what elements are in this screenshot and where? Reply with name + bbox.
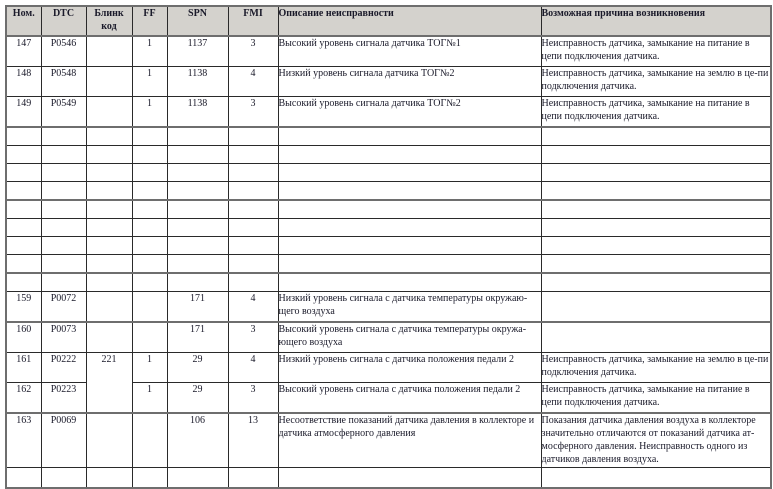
cell-num: 160: [6, 322, 41, 353]
cell-spn: 29: [167, 353, 228, 383]
cell-fmi: 4: [228, 292, 278, 323]
header-blink: Блинк код: [86, 6, 132, 36]
header-dtc: DTC: [41, 6, 86, 36]
header-row: [6, 6, 771, 36]
cell-description: Низкий уровень сигнала датчика ТОГ№2: [278, 67, 541, 97]
cell-fmi: 13: [228, 413, 278, 468]
cell-num: 148: [6, 67, 41, 97]
cell-spn: 171: [167, 322, 228, 353]
cell-num: 161: [6, 353, 41, 383]
cell-cause: Неисправность датчика, замыкание на питание в цепи подключения датчика.: [541, 36, 771, 67]
cell-spn: 1137: [167, 36, 228, 67]
empty-row: [6, 237, 771, 255]
header-ff: FF: [132, 6, 167, 36]
dtc-table: [5, 5, 772, 489]
cell-description: Высокий уровень сигнала датчика ТОГ№2: [278, 97, 541, 128]
table-row: [6, 353, 771, 383]
cell-num: 147: [6, 36, 41, 67]
cell-description: Низкий уровень сигнала с датчика положения педали 2: [278, 353, 541, 383]
table-row: [6, 67, 771, 97]
table-row: [6, 292, 771, 323]
cell-fmi: 3: [228, 97, 278, 128]
empty-row: [6, 146, 771, 164]
header-description: Описание неисправности: [278, 6, 541, 36]
table-row: [6, 322, 771, 353]
cell-num: 162: [6, 383, 41, 414]
empty-row: [6, 200, 771, 219]
cell-blink: [86, 36, 132, 67]
cell-description: Низкий уровень сигнала с датчика температуры окружаю-щего воздуха: [278, 292, 541, 323]
cell-cause: [541, 322, 771, 353]
header-num: Ном.: [6, 6, 41, 36]
cell-ff: 1: [132, 67, 167, 97]
cell-spn: 1138: [167, 67, 228, 97]
cell-cause: [541, 292, 771, 323]
cell-ff: [132, 322, 167, 353]
cell-dtc: P0072: [41, 292, 86, 323]
cell-cause: Неисправность датчика, замыкание на питание в цепи подключения датчика.: [541, 97, 771, 128]
cell-fmi: 4: [228, 67, 278, 97]
cell-blink-merged: 221: [86, 353, 132, 414]
empty-row: [6, 164, 771, 182]
cell-blink: [86, 67, 132, 97]
cell-num: 159: [6, 292, 41, 323]
cell-ff: 1: [132, 97, 167, 128]
cell-fmi: 4: [228, 353, 278, 383]
cell-spn: 106: [167, 413, 228, 468]
header-cause: Возможная причина возникновения: [541, 6, 771, 36]
header-fmi: FMI: [228, 6, 278, 36]
cell-dtc: P0222: [41, 353, 86, 383]
cell-spn: 1138: [167, 97, 228, 128]
cell-ff: 1: [132, 353, 167, 383]
cell-cause: Неисправность датчика, замыкание на землю в це-пи подключения датчика.: [541, 353, 771, 383]
cell-description: Высокий уровень сигнала с датчика температуры окружа-ющего воздуха: [278, 322, 541, 353]
cell-num: 163: [6, 413, 41, 468]
cell-dtc: P0546: [41, 36, 86, 67]
cell-fmi: 3: [228, 36, 278, 67]
table-row: [6, 36, 771, 67]
cell-cause: Неисправность датчика, замыкание на землю в це-пи подключения датчика.: [541, 67, 771, 97]
cell-ff: 1: [132, 383, 167, 414]
cell-cause: Показания датчика давления воздуха в коллекторе значительно отличаются от показаний датчика ат-мосферного давления. Неисправность одного из датчиков давления воздуха.: [541, 413, 771, 468]
cell-blink: [86, 322, 132, 353]
table-row: [6, 97, 771, 128]
cell-ff: [132, 413, 167, 468]
cell-ff: [132, 292, 167, 323]
cell-description: Высокий уровень сигнала с датчика положения педали 2: [278, 383, 541, 414]
cell-num: 149: [6, 97, 41, 128]
cell-dtc: P0548: [41, 67, 86, 97]
table-row: [6, 413, 771, 468]
cell-fmi: 3: [228, 383, 278, 414]
empty-row: [6, 127, 771, 146]
header-spn: SPN: [167, 6, 228, 36]
cell-description: Высокий уровень сигнала датчика ТОГ№1: [278, 36, 541, 67]
empty-row: [6, 255, 771, 274]
cell-fmi: 3: [228, 322, 278, 353]
cell-blink: [86, 292, 132, 323]
cell-dtc: P0069: [41, 413, 86, 468]
cell-blink: [86, 97, 132, 128]
cell-ff: 1: [132, 36, 167, 67]
cell-spn: 29: [167, 383, 228, 414]
cell-cause: Неисправность датчика, замыкание на питание в цепи подключения датчика.: [541, 383, 771, 414]
cell-dtc: P0223: [41, 383, 86, 414]
cell-blink: [86, 413, 132, 468]
cell-spn: 171: [167, 292, 228, 323]
cell-dtc: P0549: [41, 97, 86, 128]
empty-row: [6, 219, 771, 237]
cell-dtc: P0073: [41, 322, 86, 353]
empty-row: [6, 273, 771, 292]
empty-row: [6, 182, 771, 201]
cell-description: Несоответствие показаний датчика давления в коллекторе и датчика атмосферного давления: [278, 413, 541, 468]
